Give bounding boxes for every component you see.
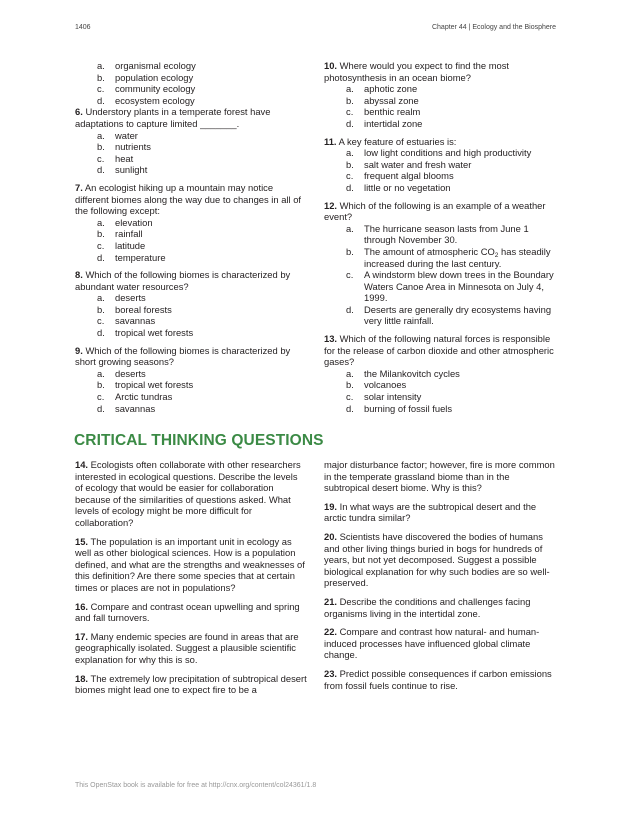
question-18: 18. The extremely low precipitation of subtropical desert biomes might lead one to expect fire to be a [75,672,307,696]
left-column-mcq [75,60,307,420]
question-11: 11. A key feature of estuaries is: a. low light conditions and high productivity b. salt water and fresh water c. frequent algal blooms d. little or no vegetation [324,136,556,194]
option: b. tropical wet forests [97,379,194,391]
option: a. water [97,129,138,141]
question-23: 23. Predict possible consequences if carbon emissions from fossil fuels continue to rise. [324,667,552,691]
option: c. benthic realm [346,106,421,118]
question-13: 13. Which of the following natural forces is responsible for the release of carbon dioxide and other atmospheric gases? a. the Milankovitch cycles b. volcanoes c. solar intensity d. burning of fossil fuels [324,333,556,414]
option: c. frequent algal blooms [346,170,454,182]
question-7: 7. An ecologist hiking up a mountain may notice different biomes along the way due to changes in all of the following except: a. elevation b. rainfall c. latitude d. temperature [75,182,307,263]
option: b. rainfall [97,228,143,240]
option: d. tropical wet forests [97,327,194,339]
option: c. community ecology [97,83,196,95]
question-17: 17. Many endemic species are found in areas that are geographically isolated. Suggest a plausible scientific explanation for why this is so. [75,630,299,665]
option: a. elevation [97,216,153,228]
question-21: 21. Describe the conditions and challenges facing organisms living in the intertidal zone. [324,595,531,619]
footer-note: This OpenStax book is available for free at http://cnx.org/content/col24361/1.8 [75,782,317,789]
question-20: 20. Scientists have discovered the bodies of humans and other living things buried in bogs for hundreds of years, but not yet decomposed. Suggest a possible biological explanation for why such bodies are so well-preserved. [324,530,550,589]
question-15: 15. The population is an important unit in ecology as well as other biological sciences. How is a population defined, and what are the strengths and weaknesses of this definition? Are there some species that at certain times or places are not in populations? [75,535,305,593]
question-22: 22. Compare and contrast how natural- and human-induced processes have influenced global climate change. [324,626,540,661]
option: d. little or no vegetation [346,181,451,193]
question-8: 8. Which of the following biomes is characterized by abundant water resources? a. deserts b. boreal forests c. savannas d. tropical wet forests [75,269,307,339]
section-title-critical-thinking: CRITICAL THINKING QUESTIONS [74,432,324,449]
option: d. savannas [97,402,156,414]
question-14: 14. Ecologists often collaborate with other researchers interested in ecological questions. Describe the levels of ecology that would be easier for collaboration because of the similarities of questions asked. What levels of ecology might be more difficult for collaboration? [75,459,301,528]
ct-left-column [75,459,307,703]
option: b. boreal forests [97,303,172,315]
option: b. nutrients [97,141,151,153]
option: a. The hurricane season lasts from June 1 through November 30. [346,222,529,246]
option: d. Deserts are generally dry ecosystems having very little rainfall. [346,303,552,327]
option: b. volcanoes [346,379,407,391]
option: d. sunlight [97,164,148,176]
question-6: 6. Understory plants in a temperate forest have adaptations to capture limited _______. a. water b. nutrients c. heat d. sunlight [75,106,307,176]
option: c. savannas [97,315,156,327]
ct-right-column [324,459,556,698]
option: b. population ecology [97,71,194,83]
option: c. latitude [97,239,146,251]
option: c. solar intensity [346,391,422,403]
option: d. burning of fossil fuels [346,402,453,414]
option: c. A windstorm blew down trees in the Boundary Waters Canoe Area in Minnesota on July 4, 1999. [346,269,554,304]
right-column-mcq [324,60,556,420]
option: b. salt water and fresh water [346,158,472,170]
option: b. The amount of atmospheric $CO_2$ has steadily increased during the last century. [346,245,551,269]
page-number: 1406 [75,24,91,31]
question-12: 12. Which of the following is an example of a weather event? a. The hurricane season lasts from June 1 through November 30. b. The amount of atmospheric $CO_2$ has steadily increased during the last century. c. A windstorm blew down trees in the Boundary Waters Canoe Area in Minnesota on July 4, 1999. d. Deserts are generally dry ecosystems having very little rainfall. [324,200,556,328]
question-9: 9. Which of the following biomes is characterized by short growing seasons? a. deserts b. tropical wet forests c. Arctic tundras d. savannas [75,345,307,415]
option: a. deserts [97,367,146,379]
option: c. heat [97,152,134,164]
option: a. the Milankovitch cycles [346,367,460,379]
question-10: 10. Where would you expect to find the most photosynthesis in an ocean biome? a. aphotic zone b. abyssal zone c. benthic realm d. intertidal zone [324,60,556,130]
option: c. Arctic tundras [97,391,173,403]
option: d. ecosystem ecology [97,94,195,106]
option: d. temperature [97,251,166,263]
option: b. abyssal zone [346,94,419,106]
question-19: 19. In what ways are the subtropical desert and the arctic tundra similar? [324,500,537,524]
question-16: 16. Compare and contrast ocean upwelling and spring and fall turnovers. [75,600,300,624]
chapter-header: Chapter 44 | Ecology and the Biosphere [431,24,556,31]
option: d. intertidal zone [346,117,423,129]
option: a. aphotic zone [346,83,418,95]
question-18-continued: major disturbance factor; however, fire is more common in the temperate grassland biome than in the subtropical desert biome. Why is this? [324,459,555,494]
option: a. organismal ecology [97,60,196,71]
question-5-options [75,60,307,106]
option: a. low light conditions and high productivity [346,147,532,159]
option: a. deserts [97,292,146,304]
